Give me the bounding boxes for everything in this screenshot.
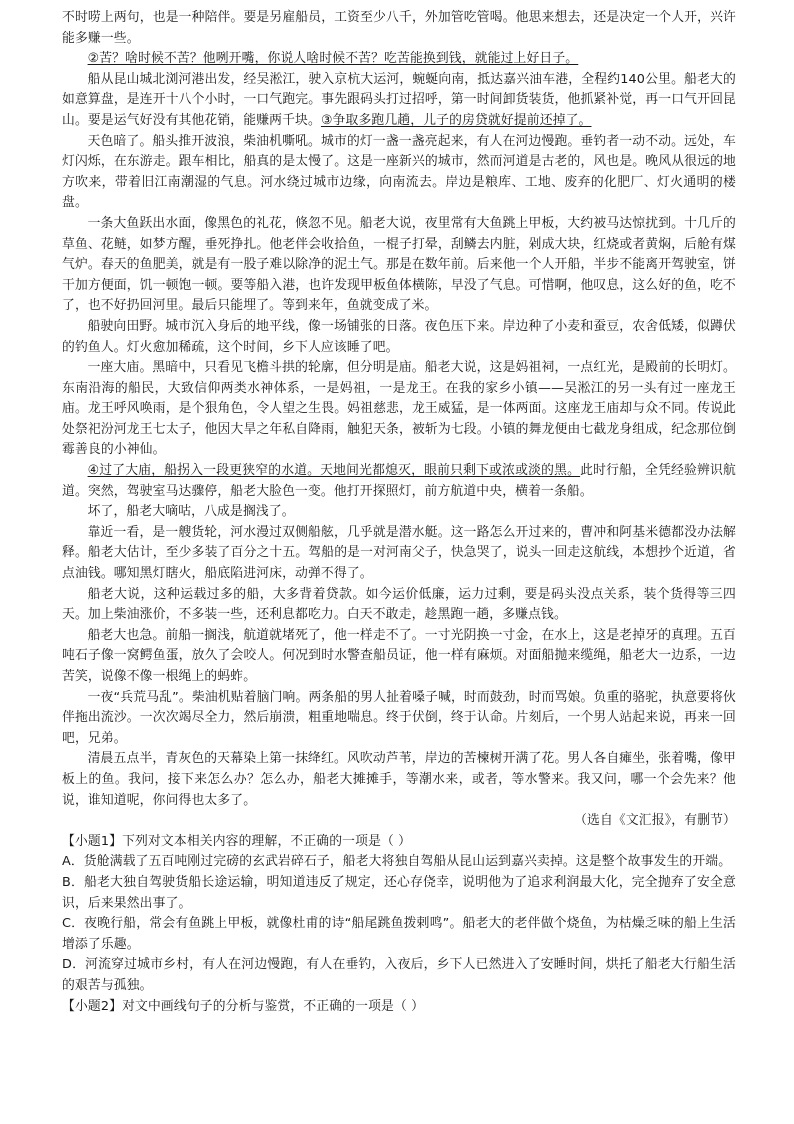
- passage-paragraph: [62, 358, 736, 461]
- paragraph-text: 天色暗了。船头推开波浪，柴油机嘶吼。城市的灯一盏一盏亮起来，有人在河边慢跑。垂钓者一动不动。远处，车灯闪烁，在东游走。跟车相比，船真的是太慢了。这是一座新兴的城市，然而河道是古老的，风也是。晚风从很远的地方吹来，带着旧江南潮湿的气息。河水绕过城市边缘，向南流去。岸边是粮库、工地、废弃的化肥厂、灯火通明的楼盘。: [62, 133, 736, 211]
- paragraph-text: 船老大也急。前船一搁浅，航道就堵死了，他一样走不了。一寸光阴换一寸金，在水上，这是老掉牙的真理。五百吨石子像一窝鳄鱼蛋，放久了会咬人。何况到时水警查船员证，他一样有麻烦。对面船抛来缆绳，船老大一边系，一边苦笑，说像不像一根绳上的蚂蚱。: [62, 627, 736, 684]
- paragraph-text: 一座大庙。黑暗中，只看见飞檐斗拱的轮廓，但分明是庙。船老大说，这是妈祖祠，一点红光，是殿前的长明灯。东南沿海的船民，大致信仰两类水神体系，一是妈祖，一是龙王。在我的家乡小镇——吴淞江的另一头有过一座龙王庙。龙王呼风唤雨，是个狠角色，令人望之生畏。妈祖慈悲，龙王威猛，是一体两面。这座龙王庙却与众不同。传说此处祭祀汾河龙王七太子，他因大旱之年私自降雨，触犯天条，被斩为七段。小镇的舞龙便由七截龙身组成，纪念那位倒霉善良的小神仙。: [62, 360, 736, 458]
- paragraph-text: 一夜“兵荒马乱”。柴油机贴着脑门响。两条船的男人扯着嗓子喊，时而鼓劲，时而骂娘。负重的骆驼，执意要将伙伴拖出流沙。一次次竭尽全力，然后崩溃，粗重地喘息。终于伏倒，终于认命。片刻后，一个男人站起来说，再来一回吧，兄弟。: [62, 689, 736, 746]
- question-1: [62, 832, 736, 997]
- passage-paragraph: [62, 461, 736, 502]
- underlined-sentence: ③争取多跑几趟，儿子的房贷就好提前还掉了。: [320, 112, 592, 128]
- passage-paragraph: [62, 317, 736, 358]
- passage-paragraph: [62, 585, 736, 626]
- paragraph-text: 清晨五点半，青灰色的天幕染上第一抹绛红。风吹动芦苇，岸边的苦楝树开满了花。男人各自瘫坐，张着嘴，像甲板上的鱼。我问，接下来怎么办？怎么办，船老大摊摊手，等潮水来，或者，等水警来。我又问，哪一个会先来？他说，谁知道呢，你问得也太多了。: [62, 751, 736, 808]
- question-1-option-a: A．货舱满载了五百吨刚过完磅的玄武岩碎石子，船老大将独自驾船从昆山运到嘉兴卖掉。这是整个故事发生的开端。: [62, 854, 732, 870]
- passage-paragraph: [62, 132, 736, 214]
- source-citation: （选自《文汇报》，有删节）: [574, 813, 736, 829]
- passage-paragraph: [62, 8, 736, 49]
- question-2: [62, 997, 736, 1018]
- underlined-sentence: ④过了大庙，船拐入一段更狭窄的水道。天地间光都熄灭，眼前只剩下或浓或淡的黑。: [87, 463, 581, 479]
- passage-paragraph: [62, 749, 736, 811]
- passage-paragraph: [62, 523, 736, 585]
- paragraph-text: 一条大鱼跃出水面，像黑色的礼花，倏忽不见。船老大说，夜里常有大鱼跳上甲板，大约被马达惊扰到。十几斤的草鱼、花鲢，如梦方醒，垂死挣扎。他老伴会收拾鱼，一棍子打晕，刮鳞去内脏，剁成大块，红烧或者黄焖，后舱有煤气炉。春天的鱼肥美，就是有一股子难以除净的泥土气。那是在数年前。后来他一个人开船，半步不能离开驾驶室，饼干加方便面，饥一顿饱一顿。要等船入港，也许发现甲板鱼体横陈，早没了气息。可惜啊，他叹息，这么好的鱼，吃不了，也不好扔回河里。最后只能埋了。等到来年，鱼就变成了米。: [62, 215, 736, 314]
- passage-paragraph: [62, 688, 736, 750]
- passage-paragraph: [62, 502, 736, 523]
- underlined-sentence: ②苦？啥时候不苦？他咧开嘴，你说人啥时候不苦？吃苦能换到钱，就能过上好日子。: [87, 51, 579, 67]
- reading-passage: [62, 8, 736, 811]
- question-1-option-b: B．船老大独自驾驶货船长途运输，明知道违反了规定，还心存侥幸，说明他为了追求利润最大化，完全抛弃了安全意识，后来果然出事了。: [62, 874, 736, 911]
- question-2-stem: 【小题2】对文中画线句子的分析与鉴赏，不正确的一项是（ ）: [62, 998, 425, 1014]
- question-1-stem: 【小题1】下列对文本相关内容的理解，不正确的一项是（ ）: [62, 833, 412, 849]
- question-1-option-d: D．河流穿过城市乡村，有人在河边慢跑，有人在垂钓，入夜后，乡下人已然进入了安睡时间，烘托了船老大行船生活的艰苦与孤独。: [62, 957, 736, 993]
- passage-paragraph: [62, 214, 736, 317]
- question-1-option-c: C．夜晚行船，常会有鱼跳上甲板，就像杜甫的诗“船尾跳鱼拨剌鸣”。船老大的老伴做个烧鱼，为枯燥乏味的船上生活增添了乐趣。: [62, 916, 736, 952]
- paragraph-text: 靠近一看，是一艘货轮，河水漫过双侧船舷，几乎就是潜水艇。这一路怎么开过来的，曹冲和阿基米德都没办法解释。船老大估计，至少多装了百分之十五。驾船的是一对河南父子，快急哭了，说头一回走这航线，本想抄个近道，省点油钱。哪知黑灯瞎火，船底陷进河床，动弹不得了。: [62, 524, 736, 582]
- paragraph-text: 不时唠上两句，也是一种陪伴。要是另雇船员，工资至少八千，外加管吃管喝。他思来想去，还是决定一个人开，兴许能多赚一些。: [62, 10, 736, 46]
- passage-paragraph: [62, 70, 736, 132]
- paragraph-text: 船驶向田野。城市沉入身后的地平线，像一场铺张的日落。夜色压下来。岸边种了小麦和蚕豆，农舍低矮，似蹲伏的钓鱼人。灯火愈加稀疏，这个时间，乡下人应该睡了吧。: [62, 318, 736, 355]
- paragraph-text: 船老大说，这种运载过多的船，大多背着贷款。如今运价低廉，运力过剩，要是码头没点关系，装个货得等三四天。加上柴油涨价，不多装一些，还利息都吃力。白天不敢走，趁黑跑一趟，多赚点钱。: [62, 586, 736, 623]
- passage-paragraph: [62, 49, 736, 70]
- paragraph-text: 此时行船，全凭经验辨识航道。突然，驾驶室马达骤停，船老大脸色一变。他打开探照灯，前方航道中央，横着一条船。: [62, 463, 736, 499]
- paragraph-text: 坏了，船老大嘀咕，八成是搁浅了。: [87, 504, 295, 520]
- passage-paragraph: [62, 626, 736, 688]
- paragraph-text: 船从昆山城北浏河港出发，经吴淞江，驶入京杭大运河，蜿蜒向南，抵达嘉兴油车港，全程约140公里。船老大的如意算盘，是连开十八个小时，一口气跑完。事先跟码头打过招呼，第一时间卸货装货，他抓紧补觉，再一口气开回昆山。要是运气好没有其他花销，能赚两千块。: [62, 71, 736, 128]
